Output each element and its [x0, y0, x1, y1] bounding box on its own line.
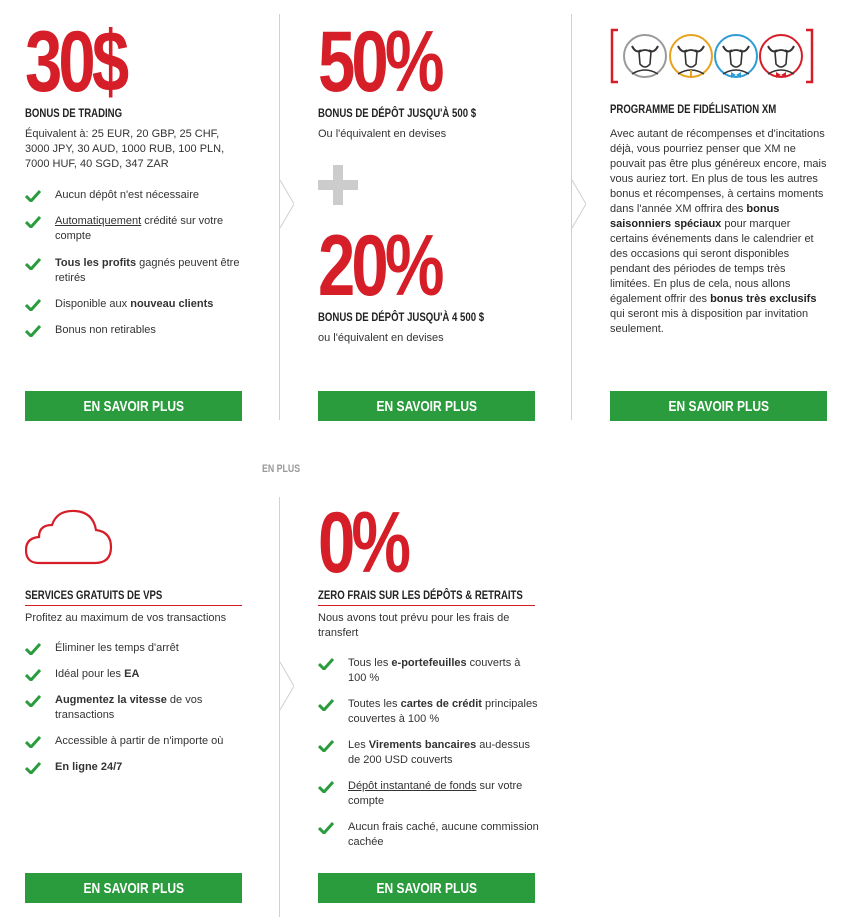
- list-item-underlined: Automatiquement: [55, 215, 142, 227]
- chevron-right-icon: [572, 180, 586, 228]
- check-icon: [25, 257, 41, 270]
- list-item-text: de vos transactions: [55, 694, 203, 721]
- section-separator-label: EN PLUS: [262, 463, 301, 475]
- card-description: Nous avons tout prévu pour les frais de transfert: [318, 612, 510, 639]
- list-item-text: Les: [348, 739, 369, 751]
- check-icon: [25, 189, 41, 202]
- bull-avatar-icon: [715, 35, 757, 78]
- bonus-percentage: 50%: [318, 14, 441, 110]
- vps-services-card: [25, 495, 245, 917]
- list-item: [318, 779, 540, 820]
- list-item: [25, 188, 240, 214]
- list-item: [25, 760, 240, 786]
- learn-more-button[interactable]: [25, 391, 242, 421]
- button-label: EN SAVOIR PLUS: [376, 879, 477, 897]
- list-item-strong: EA: [124, 668, 140, 680]
- list-item-text: couverts à 100 %: [348, 657, 521, 684]
- list-item-text: sur votre compte: [348, 780, 523, 807]
- zero-fees-card: [318, 495, 540, 917]
- list-item-underlined: Dépôt instantané de fonds: [348, 780, 477, 792]
- check-icon: [25, 642, 41, 655]
- learn-more-button[interactable]: [610, 391, 827, 421]
- learn-more-button[interactable]: [318, 873, 535, 903]
- list-item-strong: Augmentez la vitesse: [55, 694, 167, 706]
- list-item: [25, 693, 240, 734]
- list-item-text: gagnés peuvent être retirés: [55, 257, 240, 284]
- deposit-bonus-card: [318, 0, 538, 425]
- chevron-right-icon: [280, 180, 294, 228]
- check-icon: [25, 735, 41, 748]
- list-item-text: Bonus non retirables: [55, 324, 156, 336]
- list-item-text: Disponible aux: [55, 298, 131, 310]
- learn-more-button[interactable]: [318, 391, 535, 421]
- list-item: [25, 667, 240, 693]
- card-heading: BONUS DE DÉPÔT JUSQU'À 500 $: [318, 106, 477, 120]
- trading-bonus-card: [25, 0, 245, 425]
- list-item-text: Toutes les: [348, 698, 401, 710]
- list-item-strong: cartes de crédit: [400, 698, 482, 710]
- list-item-strong: Tous les profits: [55, 257, 137, 269]
- check-icon: [318, 657, 334, 670]
- check-icon: [25, 298, 41, 311]
- button-label: EN SAVOIR PLUS: [83, 397, 184, 415]
- card-description: Profitez au maximum de vos transactions: [25, 612, 227, 624]
- list-item-text: crédité sur votre compte: [55, 215, 224, 242]
- list-item: [318, 820, 540, 861]
- card-heading: PROGRAMME DE FIDÉLISATION XM: [610, 102, 777, 116]
- card-description: Avec autant de récompenses et d'incitations déjà, vous pourriez penser que XM ne pouvait pas être plus généreux encore, mais vous auriez tort. En plus de tous les autres bonus et récompenses, à certains moments dans l'année XM offrira des bonus saisonniers spéciaux pour marquer certains événements dans le calendrier et des occasions qui seront disponibles pendant des périodes de temps très limitées. En plus de cela, nous allons également offrir des bonus très exclusifs qui seront mis à disposition par invitation seulement.: [610, 128, 827, 335]
- loyalty-program-card: [610, 0, 830, 425]
- list-item: [25, 641, 240, 667]
- card-heading: BONUS DE DÉPÔT JUSQU'À 4 500 $: [318, 310, 485, 324]
- heading-underline: [25, 605, 242, 606]
- bull-avatar-icon: [670, 35, 712, 78]
- card-heading: ZERO FRAIS SUR LES DÉPÔTS & RETRAITS: [318, 588, 523, 602]
- check-icon: [25, 324, 41, 337]
- check-icon: [318, 698, 334, 711]
- bonus-amount: 30$: [25, 14, 126, 110]
- check-icon: [25, 668, 41, 681]
- check-icon: [318, 739, 334, 752]
- list-item: [25, 214, 240, 256]
- button-label: EN SAVOIR PLUS: [83, 879, 184, 897]
- check-icon: [25, 694, 41, 707]
- chevron-right-icon: [280, 662, 294, 710]
- check-icon: [318, 821, 334, 834]
- list-item-strong: En ligne 24/7: [55, 761, 123, 773]
- list-item-text: Accessible à partir de n'importe où: [55, 735, 224, 747]
- list-item-strong: e-portefeuilles: [391, 657, 467, 669]
- card-heading: BONUS DE TRADING: [25, 106, 123, 120]
- list-item-text: principales couvertes à 100 %: [348, 698, 538, 725]
- list-item-text: Tous les: [348, 657, 392, 669]
- bull-avatar-icon: [624, 35, 666, 77]
- fee-percentage: 0%: [318, 495, 408, 591]
- cloud-icon: [25, 508, 113, 566]
- card-description: Équivalent à: 25 EUR, 20 GBP, 25 CHF, 3000 JPY, 30 AUD, 1000 RUB, 100 PLN, 7000 HUF, 40 SGD, 347 ZAR: [25, 128, 225, 170]
- learn-more-button[interactable]: [25, 873, 242, 903]
- loyalty-tiers-icon: [610, 28, 814, 84]
- benefits-list: [318, 656, 540, 861]
- list-item-text: Aucun dépôt n'est nécessaire: [55, 189, 199, 201]
- list-item-text: au-dessus de 200 USD couverts: [348, 739, 531, 766]
- list-item: [25, 256, 240, 297]
- bonus-percentage: 20%: [318, 218, 441, 314]
- list-item: [25, 297, 240, 323]
- list-item-text: Éliminer les temps d'arrêt: [55, 642, 179, 654]
- button-label: EN SAVOIR PLUS: [668, 397, 769, 415]
- check-icon: [318, 780, 334, 793]
- benefits-list: [25, 188, 240, 349]
- list-item: [318, 697, 540, 738]
- list-item: [318, 656, 540, 697]
- list-item-strong: Virements bancaires: [368, 739, 477, 751]
- benefits-list: [25, 641, 240, 786]
- card-subtext: Ou l'équivalent en devises: [318, 128, 447, 140]
- list-item: [318, 738, 540, 779]
- bull-avatar-icon: [760, 35, 802, 78]
- check-icon: [25, 215, 41, 228]
- list-item: [25, 323, 240, 349]
- list-item-strong: nouveau clients: [130, 298, 214, 310]
- heading-underline: [318, 605, 535, 606]
- card-heading: SERVICES GRATUITS DE VPS: [25, 588, 163, 602]
- card-subtext: ou l'équivalent en devises: [318, 332, 444, 344]
- button-label: EN SAVOIR PLUS: [376, 397, 477, 415]
- check-icon: [25, 761, 41, 774]
- plus-icon: [318, 165, 358, 205]
- list-item: [25, 734, 240, 760]
- list-item-text: Aucun frais caché, aucune commission cachée: [348, 821, 539, 848]
- list-item-text: Idéal pour les: [55, 668, 125, 680]
